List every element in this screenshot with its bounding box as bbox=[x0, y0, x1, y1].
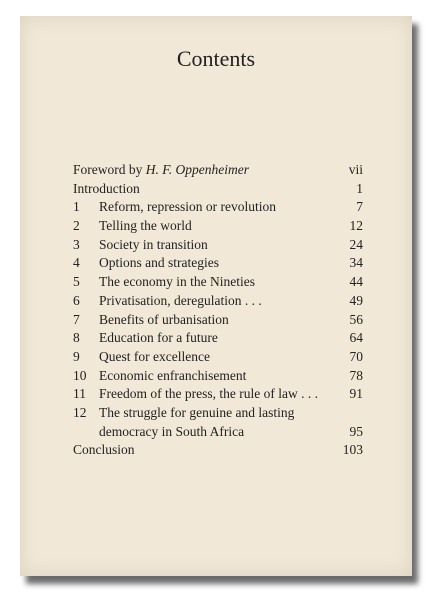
toc-entry-label: Options and strategies bbox=[99, 255, 219, 271]
toc-page-number: 44 bbox=[349, 274, 363, 290]
chapter-number: 3 bbox=[73, 236, 80, 252]
toc-entry-chapter bbox=[73, 217, 363, 236]
toc-entry-chapter bbox=[73, 385, 363, 404]
book-page bbox=[20, 16, 412, 576]
toc-page-number: vii bbox=[348, 162, 363, 177]
toc-entry-chapter bbox=[73, 311, 363, 330]
toc-entry-label: Education for a future bbox=[99, 330, 218, 346]
toc-entry-chapter bbox=[73, 292, 363, 311]
toc-entry-label: Telling the world bbox=[99, 218, 192, 234]
toc-entry-label: Reform, repression or revolution bbox=[99, 199, 276, 215]
toc-page-number: 91 bbox=[349, 386, 363, 402]
foreword-label: Foreword by bbox=[73, 162, 143, 177]
toc-entry-chapter bbox=[73, 329, 363, 348]
toc-entry-label: Society in transition bbox=[99, 236, 208, 252]
chapter-number: 9 bbox=[73, 348, 80, 364]
chapter-number: 5 bbox=[73, 274, 80, 290]
chapter-number: 4 bbox=[73, 255, 80, 271]
chapter-number: 6 bbox=[73, 292, 80, 308]
toc-page-number: 56 bbox=[349, 311, 363, 327]
toc-page-number: 34 bbox=[349, 255, 363, 271]
toc-entry-foreword bbox=[73, 161, 363, 180]
toc-page-number: 49 bbox=[349, 292, 363, 308]
toc-entry-chapter bbox=[73, 348, 363, 367]
toc-entry-introduction bbox=[73, 180, 363, 199]
toc-page-number: 12 bbox=[349, 218, 363, 234]
toc-entry-label bbox=[73, 161, 249, 179]
toc-page-number: 70 bbox=[349, 348, 363, 364]
toc-entry-conclusion bbox=[73, 441, 363, 460]
foreword-author: H. F. Oppenheimer bbox=[145, 162, 249, 177]
table-of-contents bbox=[73, 161, 363, 460]
toc-entry-chapter bbox=[73, 254, 363, 273]
chapter-number: 10 bbox=[73, 367, 87, 383]
toc-entry-chapter bbox=[73, 404, 363, 423]
chapter-number: 2 bbox=[73, 218, 80, 234]
toc-entry-chapter bbox=[73, 273, 363, 292]
toc-entry-label-continued: democracy in South Africa bbox=[99, 423, 245, 439]
toc-entry-label: The economy in the Nineties bbox=[99, 274, 255, 290]
toc-entry-label: Introduction bbox=[73, 180, 140, 196]
toc-page-number: 78 bbox=[349, 367, 363, 383]
toc-entry-label: Quest for excellence bbox=[99, 348, 210, 364]
toc-entry-label: Privatisation, deregulation . . . bbox=[99, 292, 262, 308]
chapter-number: 8 bbox=[73, 330, 80, 346]
chapter-number: 11 bbox=[73, 386, 86, 402]
toc-page-number: 103 bbox=[342, 442, 363, 458]
toc-entry-chapter-continued bbox=[73, 423, 363, 442]
page-title: Contents bbox=[176, 46, 256, 71]
chapter-number: 7 bbox=[73, 311, 80, 327]
toc-page-number: 1 bbox=[356, 180, 363, 196]
toc-page-number: 95 bbox=[349, 423, 363, 439]
toc-page-number: 64 bbox=[349, 330, 363, 346]
toc-entry-label: Economic enfranchisement bbox=[99, 367, 247, 383]
toc-page-number: 24 bbox=[349, 236, 363, 252]
toc-entry-chapter bbox=[73, 198, 363, 217]
chapter-number: 1 bbox=[73, 199, 80, 215]
toc-entry-label: Freedom of the press, the rule of law . . . bbox=[99, 386, 318, 402]
chapter-number: 12 bbox=[73, 404, 87, 420]
toc-entry-label: Conclusion bbox=[73, 442, 135, 458]
toc-entry-label: Benefits of urbanisation bbox=[99, 311, 229, 327]
toc-entry-chapter bbox=[73, 367, 363, 386]
toc-entry-chapter bbox=[73, 236, 363, 255]
toc-entry-label: The struggle for genuine and lasting bbox=[99, 404, 295, 420]
toc-page-number: 7 bbox=[356, 199, 363, 215]
